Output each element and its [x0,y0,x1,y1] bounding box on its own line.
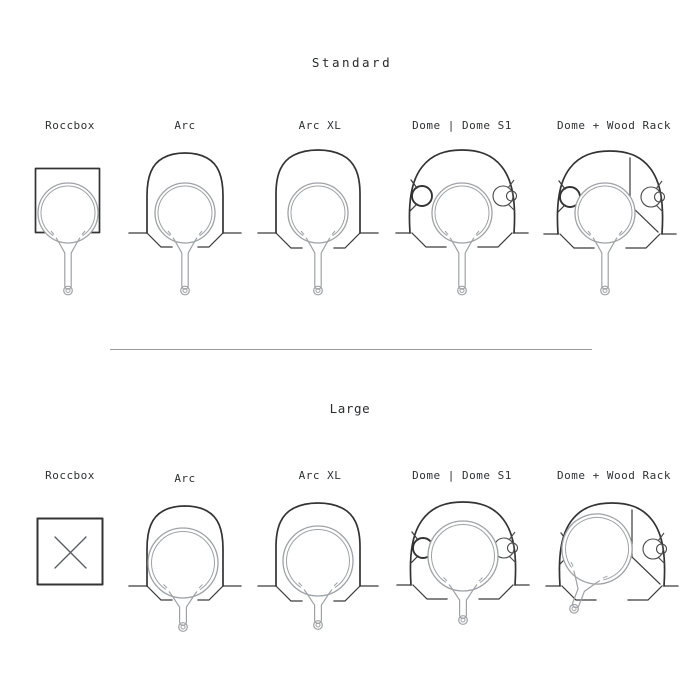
label-standard-arc-xl: Arc XL [298,119,342,132]
standard-dome-drawing [396,150,528,295]
section-title-large: Large [329,401,371,416]
label-standard-roccbox: Roccbox [45,119,95,132]
standard-turning-peel-drawing [288,183,348,295]
section-title-standard: Standard [311,55,393,70]
large-dome-wood-rack-drawing [540,503,678,625]
standard-turning-peel-drawing [155,183,215,295]
large-turning-peel-drawing [428,521,498,624]
standard-dome-wood-rack-drawing [544,151,676,295]
label-standard-arc: Arc [174,119,196,132]
large-turning-peel-drawing [148,528,218,631]
label-large-dome-wood-rack: Dome + Wood Rack [557,469,671,482]
large-dome-drawing [397,502,529,624]
standard-turning-peel-drawing [432,183,492,295]
label-standard-dome-wood-rack: Dome + Wood Rack [557,119,671,132]
standard-arc-drawing [129,153,241,295]
label-large-roccbox: Roccbox [45,469,95,482]
large-arc-drawing [129,506,241,631]
standard-turning-peel-drawing [38,183,98,295]
standard-turning-peel-drawing [575,183,635,295]
wood-rack-divider-lines [632,510,660,584]
label-large-arc-xl: Arc XL [298,469,342,482]
large-turning-peel-drawing [283,526,353,629]
standard-arc-xl-drawing [258,150,378,295]
large-turning-peel-drawing-tilted [540,504,642,626]
label-standard-dome: Dome | Dome S1 [412,119,512,132]
large-arc-xl-drawing [258,503,378,629]
label-large-arc: Arc [174,472,196,485]
no-fit-x-icon [55,537,86,568]
large-roccbox-drawing [38,519,103,585]
label-large-dome: Dome | Dome S1 [412,469,512,482]
standard-roccbox-drawing [36,169,100,295]
